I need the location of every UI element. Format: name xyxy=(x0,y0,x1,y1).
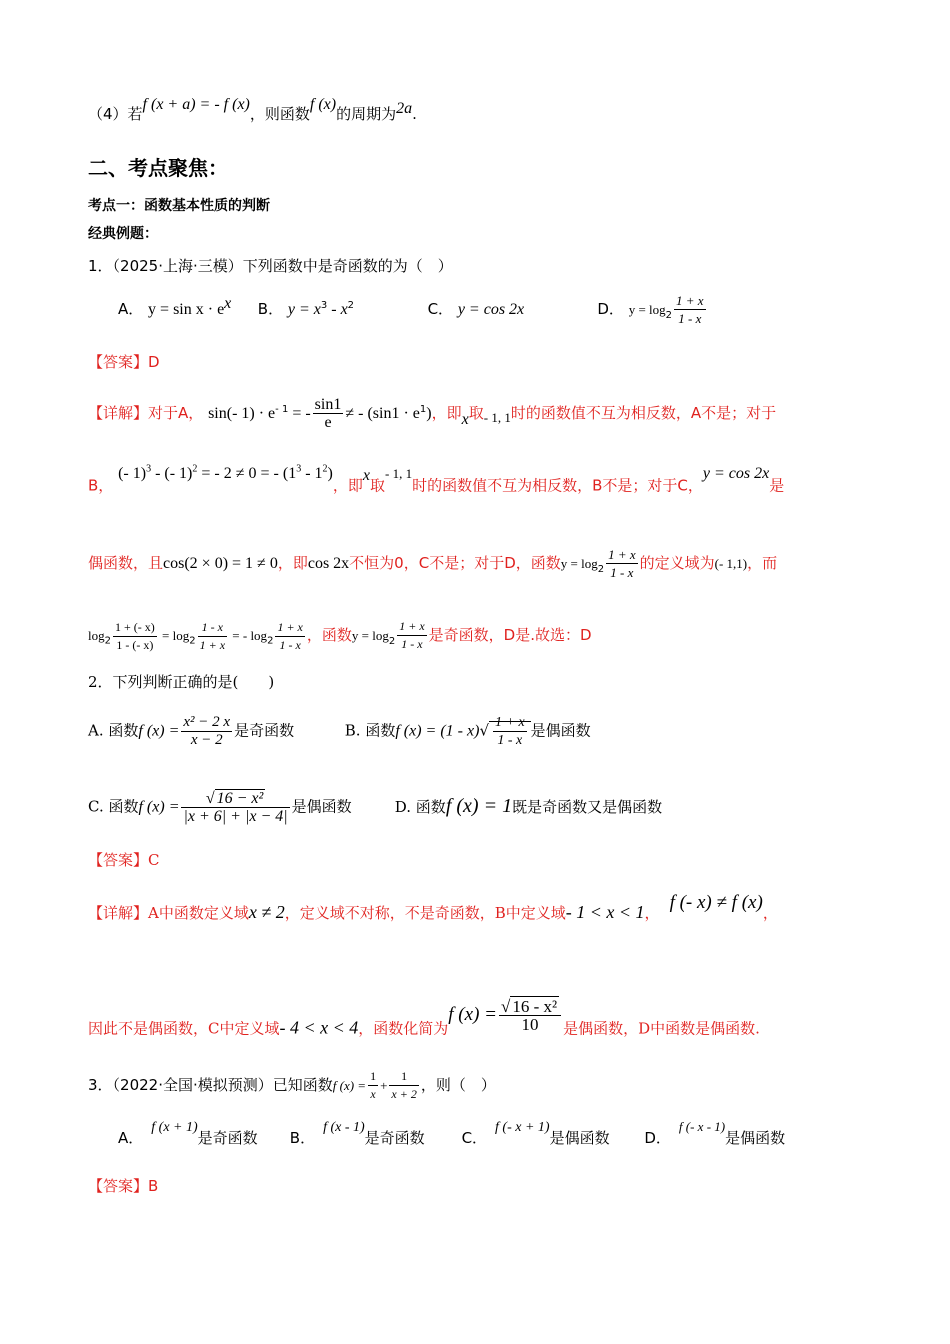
q1-detail-text: ，即 xyxy=(332,476,363,495)
math-part: log xyxy=(88,628,105,643)
q2-detail-line1 xyxy=(88,892,890,923)
q1-option-a-math: y = sin x · e xyxy=(148,301,225,318)
q2-option-d-text: D. 函数 xyxy=(394,797,446,816)
q3-stem-frac2 xyxy=(389,1068,418,1103)
q2-detail-text: ， xyxy=(762,904,778,922)
q3-stem-text: 3．（2022·全国·模拟预测）已知函数 xyxy=(88,1076,333,1094)
math-part: y = cos 2x xyxy=(702,465,770,483)
q2-option-c-frac: $\frac{\text{√ 16 − x²}}{|x + 6| + |x - 4|}$ xyxy=(183,790,288,825)
q2-option-c-den: |x + 6| + |x − 4| xyxy=(183,808,288,825)
q1-option-a xyxy=(118,294,253,320)
math-part: - 4 < x < 4 xyxy=(279,1017,359,1038)
q1-detail-log xyxy=(560,547,640,580)
math-sup: 1 xyxy=(419,404,427,415)
math-var: x xyxy=(362,467,370,485)
math-part: = - xyxy=(288,405,311,422)
math-sup: - 1 xyxy=(275,404,289,415)
q2-options-cd xyxy=(88,790,890,825)
q1-option-c xyxy=(428,299,593,320)
math-vals: - 1, 1 xyxy=(483,410,511,425)
math-den: 1 - (- x) xyxy=(116,638,154,652)
q3-stem-frac1 xyxy=(368,1068,378,1103)
q2-answer: 【答案】C xyxy=(88,851,160,869)
math-frac xyxy=(113,619,157,654)
q1-detail-text: ，而 xyxy=(747,554,778,572)
q2-detail-text: A中函数定义域 xyxy=(148,904,249,922)
q3-option-b-end: 是奇函数 xyxy=(364,1129,425,1147)
q3-answer: 【答案】B xyxy=(88,1177,159,1195)
q1-detail-text: 对于A， xyxy=(148,404,204,422)
math-sub: 2 xyxy=(104,635,111,647)
math-part: f (x) = xyxy=(448,1003,497,1025)
math-sup: 2 xyxy=(192,464,198,475)
math-sup: 2 xyxy=(322,464,328,475)
q3-stem-math: f (x) = xyxy=(332,1078,367,1093)
q1-detail-log-chain xyxy=(88,620,307,652)
math-part: y = log xyxy=(560,556,598,571)
q1-detail-text: ，即 xyxy=(277,554,308,572)
topic-title: 考点一：函数基本性质的判断 xyxy=(88,198,270,214)
q3-option-c-label: C． xyxy=(461,1129,488,1147)
q3-option-a xyxy=(118,1120,285,1150)
q3-option-b-label: B． xyxy=(289,1129,316,1147)
q1-option-b-label: B． xyxy=(257,300,284,318)
q1-detail-text: 不恒为0，C不是；对于D，函数 xyxy=(349,554,561,572)
math-den: 1 - x xyxy=(279,638,301,652)
math-part: = log xyxy=(158,628,190,643)
math-part: - 1 xyxy=(301,465,323,483)
math-den: 10 xyxy=(521,1015,539,1034)
math-part: sin(- 1) · e xyxy=(208,405,276,422)
q2-detail-text: ，函数化简为 xyxy=(358,1019,449,1038)
math-frac xyxy=(275,619,304,654)
q1-detail-log-2 xyxy=(351,619,429,651)
q1-detail-text: 是奇函数，D是.故选：D xyxy=(428,626,592,644)
q3-stem-text: ，则（ ） xyxy=(420,1076,496,1094)
math-num: 1 + (- x) xyxy=(113,619,157,637)
math-part: x ≠ 2 xyxy=(248,902,285,922)
math-part: - (- 1) xyxy=(151,465,193,483)
q3-stem xyxy=(88,1068,890,1103)
math-num: 16 - x² xyxy=(512,997,558,1016)
intro-dot: . xyxy=(412,105,417,123)
q1-option-b-math: y = x xyxy=(287,301,321,318)
q1-options xyxy=(118,292,890,327)
q1-option-d-sub: 2 xyxy=(665,310,673,321)
q2-detail-text: 是偶函数，D中函数是偶函数. xyxy=(563,1019,760,1038)
math-sup: 3 xyxy=(146,464,152,475)
math-part: cos(2 × 0) = 1 ≠ 0 xyxy=(163,555,278,572)
math-part: ) xyxy=(327,465,333,483)
q2-option-a xyxy=(88,714,340,749)
intro-end: 的周期为 xyxy=(336,105,397,123)
math-part: = - 2 ≠ 0 = - (1 xyxy=(197,465,297,483)
q2-detail-line2 xyxy=(88,997,890,1047)
q1-detail-line3 xyxy=(88,546,890,581)
q2-detail-text: ，定义域不对称，不是奇函数，B中定义域 xyxy=(284,904,566,922)
q2-detail-label: 【详解】 xyxy=(88,904,149,922)
q2-option-a-text: A. 函数 xyxy=(88,721,139,740)
q1-detail-text: ，即 xyxy=(431,404,462,422)
q3-option-b-math: f (x - 1) xyxy=(323,1120,365,1135)
math-den: 1 + x xyxy=(199,638,226,652)
q1-detail-math2 xyxy=(118,465,333,482)
q2-option-a-math: f (x) = xyxy=(138,722,180,740)
q3-options xyxy=(118,1119,890,1150)
q2-option-c-num: 16 − x² xyxy=(216,790,264,807)
q1-detail-text: 的定义域为 xyxy=(639,554,715,572)
q3-option-a-label: A． xyxy=(118,1129,144,1147)
intro-period: 2a xyxy=(396,100,413,117)
q3-option-c-end: 是偶函数 xyxy=(549,1129,610,1147)
math-frac xyxy=(397,618,426,653)
q2-option-c xyxy=(88,790,390,825)
math-frac xyxy=(313,396,344,431)
q2-option-b-frac xyxy=(493,714,527,749)
q1-detail-math xyxy=(208,396,432,431)
q1-option-d xyxy=(597,292,707,327)
q2-stem: 2．下列判断正确的是( ) xyxy=(88,673,275,691)
math-sub: 2 xyxy=(267,635,274,647)
q1-detail-text: 时的函数值不互为相反数，B不是；对于C， xyxy=(412,476,703,495)
math-part: ) xyxy=(426,405,432,422)
q2-option-b-den: 1 - x xyxy=(497,733,523,748)
q3-option-d-end: 是偶函数 xyxy=(725,1129,786,1147)
math-den: 1 - x xyxy=(401,637,423,651)
intro-mid: ，则函数 xyxy=(249,105,310,123)
q2-detail-frac-wrap xyxy=(448,997,563,1034)
q2-option-b-math: f (x) = (1 - x) xyxy=(395,722,480,740)
q1-detail-label: 【详解】 xyxy=(88,404,149,422)
math-part: - 1 < x < 1 xyxy=(565,902,645,922)
math-part: f (- x) ≠ f (x) xyxy=(669,892,763,913)
math-num: 1 + x xyxy=(397,618,426,636)
q1-option-b-mid: - x xyxy=(327,301,348,318)
math-frac xyxy=(198,619,227,654)
q1-option-b-sup2: 2 xyxy=(347,300,355,311)
q2-option-a-end: 是奇函数 xyxy=(234,721,295,740)
q1-detail-text: 时的函数值不互为相反数，A不是；对于 xyxy=(510,404,777,422)
q2-option-b-num: 1 + x xyxy=(495,715,525,730)
q3-option-c xyxy=(461,1120,640,1150)
intro-line xyxy=(88,96,890,125)
intro-formula: f (x + a) = - f (x) xyxy=(142,96,250,113)
q2-option-a-frac xyxy=(181,714,232,749)
math-den: e xyxy=(324,414,332,431)
q2-option-a-den: x − 2 xyxy=(190,732,223,748)
math-part: = - log xyxy=(229,628,268,643)
q2-option-c-end: 是偶函数 xyxy=(291,797,352,816)
math-part: (- 1) xyxy=(118,465,147,483)
math-part: ≠ - (sin1 · e xyxy=(345,405,420,422)
math-part: y = log xyxy=(351,628,389,643)
math-sub: 2 xyxy=(189,635,196,647)
q3-option-d-label: D． xyxy=(644,1129,671,1147)
math-frac xyxy=(606,546,638,581)
math-num: sin1 xyxy=(314,396,342,413)
q1-detail-text: 取 xyxy=(369,476,385,495)
math-num: 1 xyxy=(368,1068,378,1086)
q2-option-b-end: 是偶函数 xyxy=(530,721,591,740)
q1-detail-line4 xyxy=(88,618,890,654)
math-plus: + xyxy=(380,1078,388,1093)
q1-option-c-math: y = cos 2x xyxy=(457,301,525,318)
math-part: cos 2x xyxy=(307,555,350,572)
q1-option-a-sup: x xyxy=(224,295,232,312)
q3-option-a-end: 是奇函数 xyxy=(197,1129,258,1147)
intro-function: f (x) xyxy=(309,96,337,113)
q1-answer: 【答案】D xyxy=(88,353,160,371)
q2-option-d-math: f (x) = 1 xyxy=(445,794,513,817)
math-frac: $\frac{\text{√ 16 - x²}}{10}$ xyxy=(499,998,561,1033)
math-den: 1 - x xyxy=(610,565,634,580)
math-var: x xyxy=(461,411,469,428)
examples-label: 经典例题： xyxy=(88,226,158,242)
q2-option-c-text: C. 函数 xyxy=(88,797,139,816)
q1-detail-text: 取 xyxy=(468,404,484,422)
q1-option-b-sup1: 3 xyxy=(320,300,328,311)
q1-detail-text: 偶函数，且 xyxy=(88,554,164,572)
math-num: 1 xyxy=(389,1068,418,1086)
q1-option-d-label: D． xyxy=(597,300,624,318)
math-den: x + 2 xyxy=(391,1087,417,1101)
q2-detail-text: 因此不是偶函数，C中定义域 xyxy=(88,1019,280,1038)
math-vals: - 1, 1 xyxy=(384,466,413,482)
math-part: (- 1,1) xyxy=(714,556,748,571)
q2-option-c-math: f (x) = xyxy=(138,798,180,816)
q1-option-d-den: 1 - x xyxy=(678,311,702,326)
q3-option-b xyxy=(289,1120,457,1150)
q2-option-a-num: x² − 2 x xyxy=(183,714,231,730)
section-title: 二、考点聚焦： xyxy=(88,156,228,180)
math-sup: 3 xyxy=(296,464,302,475)
q1-stem: 1．（2025·上海·三模）下列函数中是奇函数的为（ ） xyxy=(88,257,453,275)
math-num: 1 - x xyxy=(198,619,227,637)
intro-prefix: （4）若 xyxy=(88,105,143,123)
q2-option-b-text: B. 函数 xyxy=(344,721,396,740)
q1-option-d-log: y = log xyxy=(628,302,666,317)
q1-option-c-label: C． xyxy=(427,300,454,318)
q2-detail-text: ， xyxy=(644,904,660,922)
q3-option-c-math: f (- x + 1) xyxy=(495,1120,550,1135)
math-sub: 2 xyxy=(388,636,396,647)
q1-detail-line1 xyxy=(88,396,890,431)
q3-option-d-math: f (- x - 1) xyxy=(678,1119,726,1134)
q2-option-b: B. 函数f (x) = (1 - x)√ $\frac{1 + x}{1 - x}$ 是偶函数 xyxy=(344,715,591,748)
q1-detail-text: 是 xyxy=(769,476,785,495)
math-num: 1 + x xyxy=(275,619,304,637)
q2-options-ab xyxy=(88,714,890,749)
math-sub: 2 xyxy=(597,564,605,575)
q1-detail-text: ，函数 xyxy=(306,626,352,644)
q1-option-d-frac xyxy=(674,292,706,327)
q3-option-a-math: f (x + 1) xyxy=(151,1120,198,1135)
math-den: x xyxy=(370,1087,376,1101)
q2-option-d-end: 既是奇函数又是偶函数 xyxy=(512,797,663,816)
math-num: 1 + x xyxy=(608,547,636,562)
q1-detail-line2 xyxy=(88,464,890,496)
q3-option-d xyxy=(644,1119,786,1149)
q1-detail-text: B， xyxy=(88,476,114,495)
q2-option-d xyxy=(395,796,662,817)
q1-option-a-label: A． xyxy=(118,300,144,318)
q1-option-b xyxy=(258,296,423,320)
q1-option-d-num: 1 + x xyxy=(676,293,704,308)
